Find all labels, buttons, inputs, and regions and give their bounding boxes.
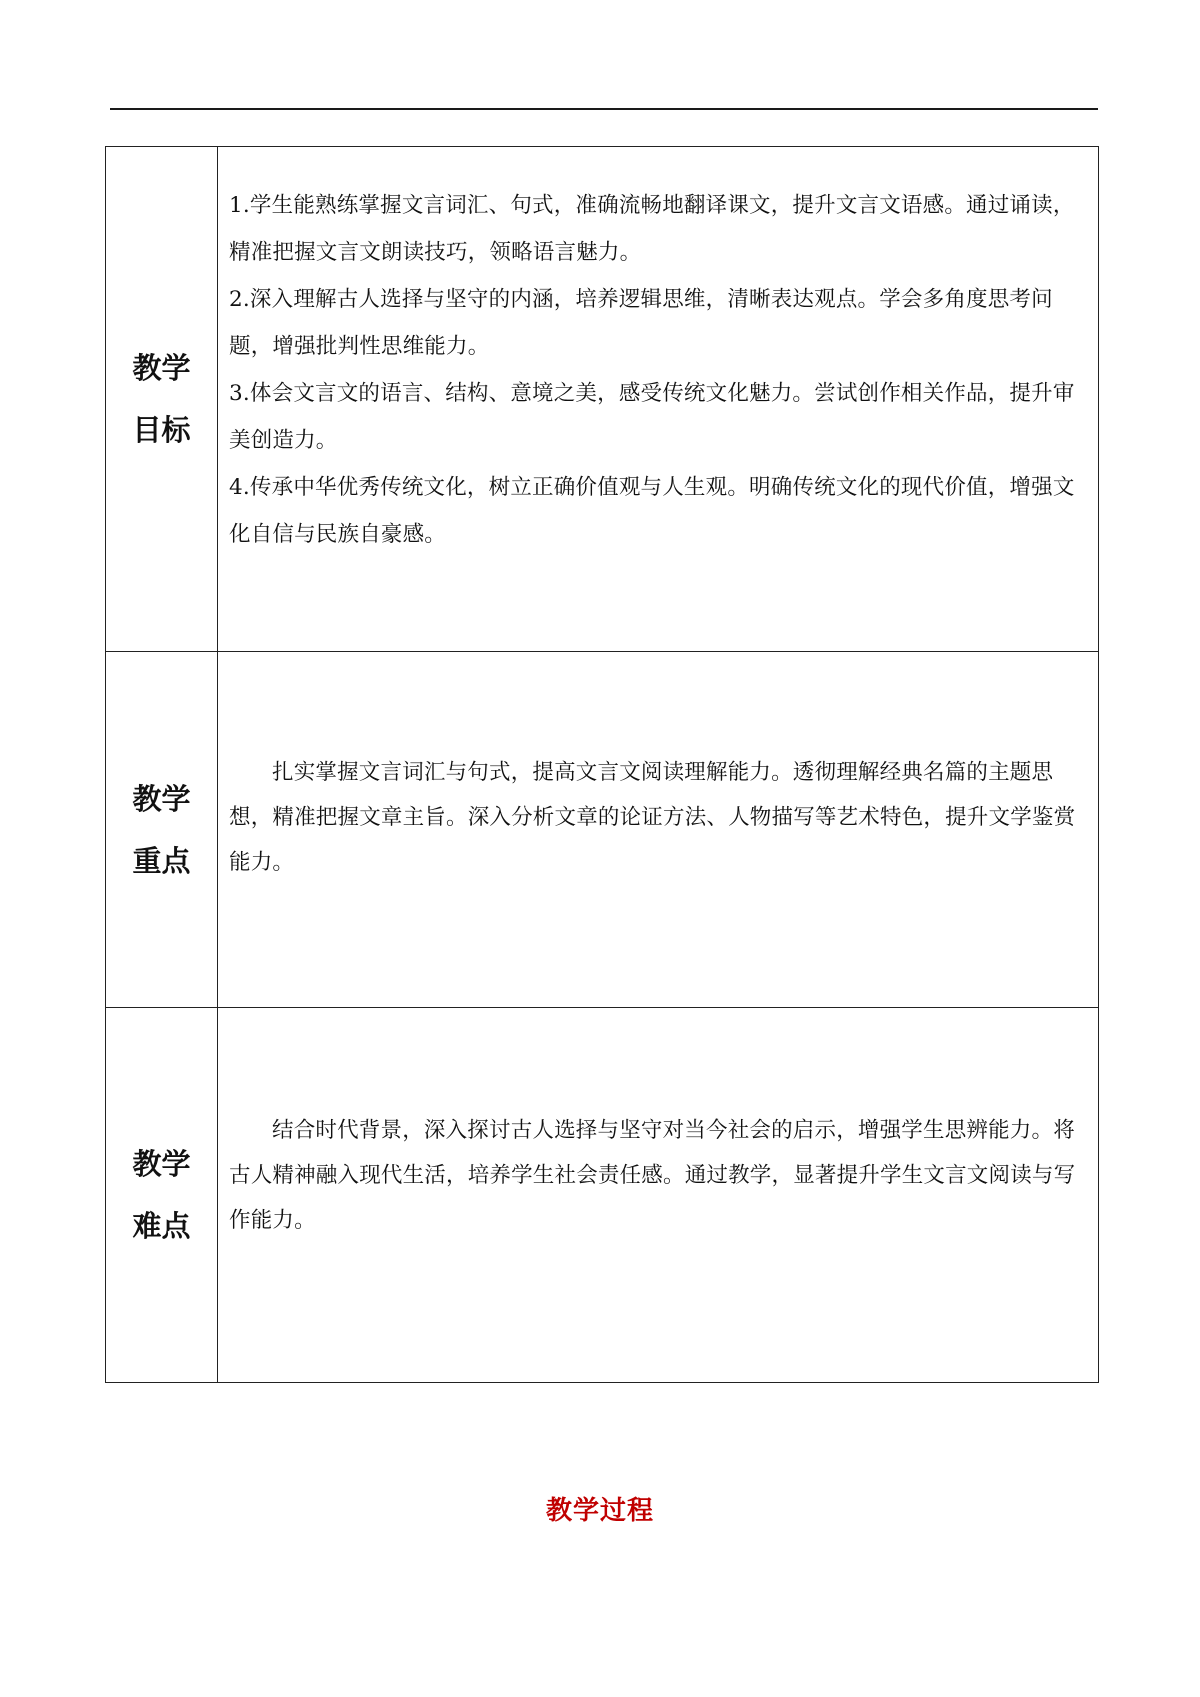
- key-points-label: 教学 重点: [106, 652, 218, 1008]
- table-row-key-points: [106, 652, 1099, 1008]
- goal-item-2: 2.深入理解古人选择与坚守的内涵，培养逻辑思维，清晰表达观点。学会多角度思考问题，增强批判性思维能力。: [229, 287, 1053, 359]
- table-row-goals: [106, 147, 1099, 652]
- goals-content: [218, 147, 1099, 652]
- goal-item-3: 3.体会文言文的语言、结构、意境之美，感受传统文化魅力。尝试创作相关作品，提升审美创造力。: [229, 381, 1075, 453]
- table-row-difficulties: [106, 1008, 1099, 1383]
- difficulties-text: 结合时代背景，深入探讨古人选择与坚守对当今社会的启示，增强学生思辨能力。将古人精神融入现代生活，培养学生社会责任感。通过教学，显著提升学生文言文阅读与写作能力。: [229, 1117, 1076, 1233]
- difficulties-label: 教学 难点: [106, 1008, 218, 1383]
- header-rule: [110, 108, 1098, 110]
- lesson-plan-table: [105, 146, 1099, 1383]
- goal-item-1: 1.学生能熟练掌握文言词汇、句式，准确流畅地翻译课文，提升文言文语感。通过诵读，精准把握文言文朗读技巧，领略语言魅力。: [229, 193, 1075, 265]
- difficulties-content: [218, 1008, 1099, 1383]
- key-points-text: 扎实掌握文言词汇与句式，提高文言文阅读理解能力。透彻理解经典名篇的主题思想，精准把握文章主旨。深入分析文章的论证方法、人物描写等艺术特色，提升文学鉴赏能力。: [229, 760, 1076, 875]
- key-points-content: [218, 652, 1099, 1008]
- goal-item-4: 4.传承中华优秀传统文化，树立正确价值观与人生观。明确传统文化的现代价值，增强文化自信与民族自豪感。: [229, 475, 1075, 547]
- section-title: 教学过程: [545, 1496, 654, 1526]
- goals-label: 教学 目标: [106, 147, 218, 652]
